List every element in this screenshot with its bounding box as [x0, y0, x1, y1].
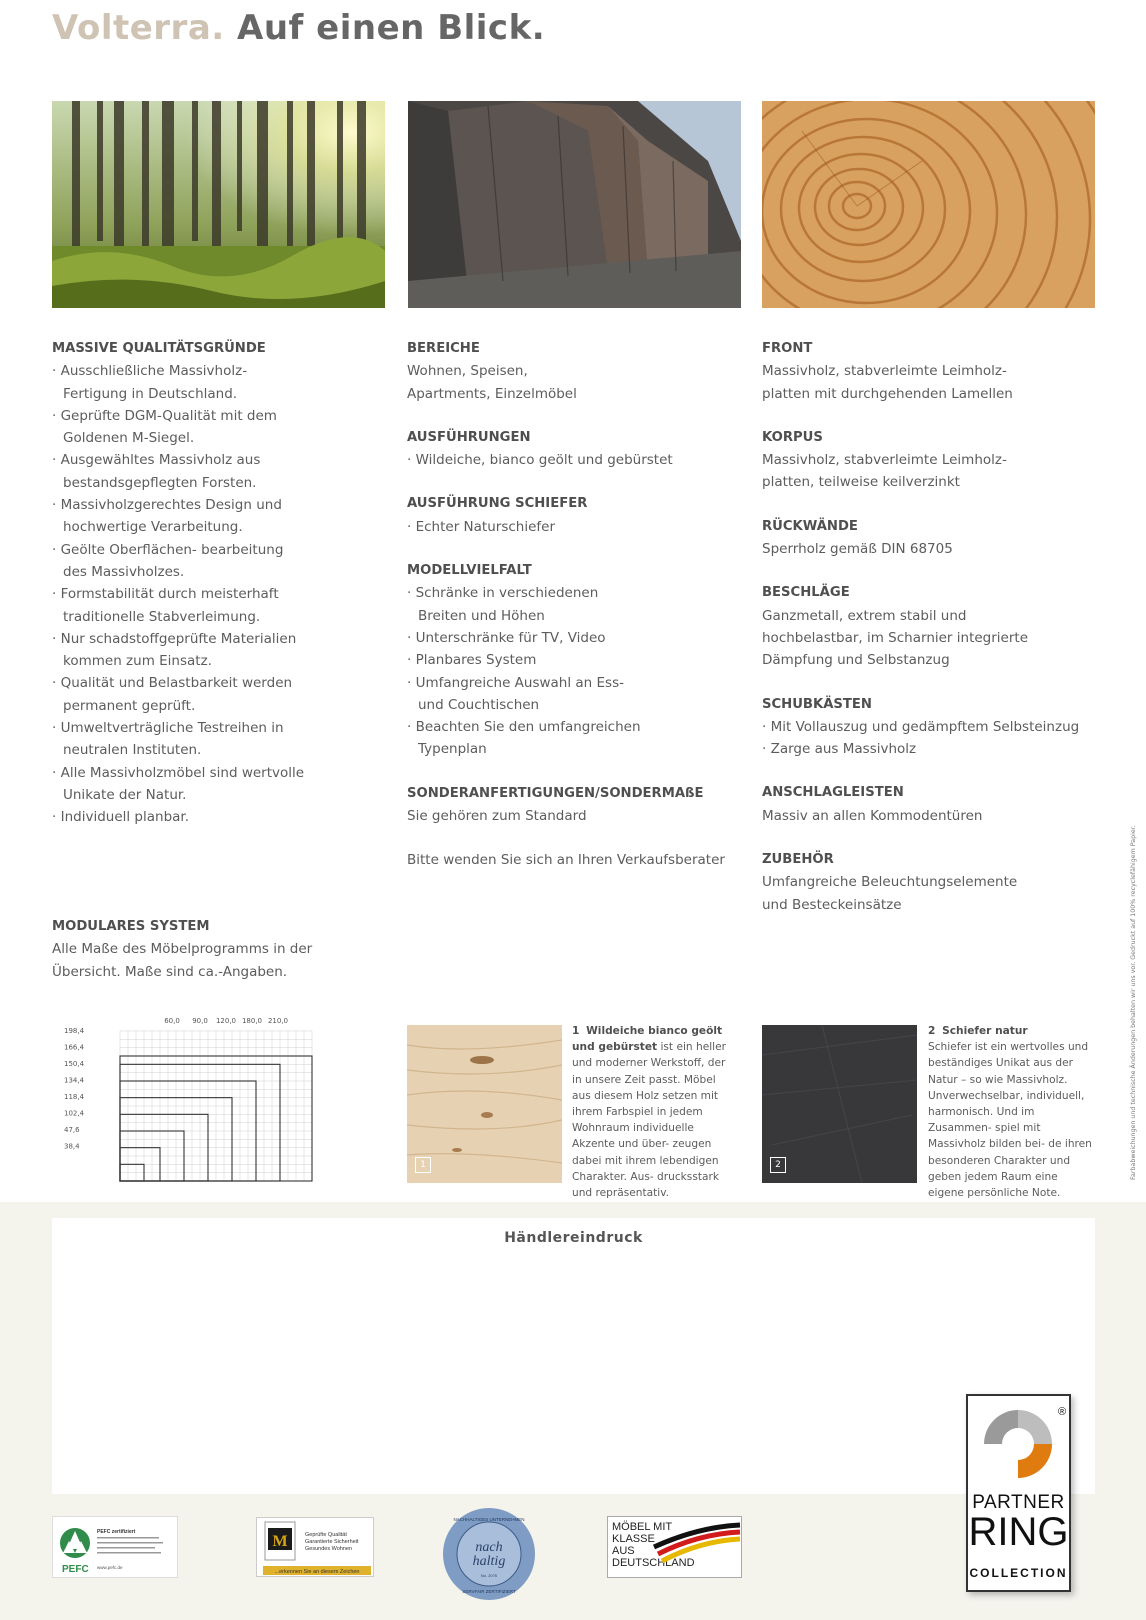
- list-item: · Schränke in verschiedenen Breiten und Höhen: [407, 582, 642, 627]
- list-item: · Geölte Oberflächen- bearbeitung des Massivholzes.: [52, 539, 310, 584]
- ausfuehrungen-heading: AUSFÜHRUNGEN: [407, 429, 531, 445]
- oak-text: ist ein heller und moderner Werkstoff, der in unsere Zeit passt. Möbel aus diesem Holz setzen mit ihrem Farbspiel in jedem Wohnraum individuelle Akzente und über- zeugen dabei mit ihrem lebendigen Charakter. Aus- drucksstark und repräsentativ.: [572, 1041, 726, 1200]
- partner-line1: PARTNER: [972, 1492, 1065, 1513]
- y-tick-label: 118,4: [64, 1093, 85, 1101]
- oak-title: Wildeiche bianco geölt und gebürstet: [572, 1025, 723, 1054]
- seal-top-text: NACHHALTIGES UNTERNEHMEN: [453, 1517, 525, 1522]
- partner-ring-logo: [966, 1394, 1071, 1592]
- list-item: · Zarge aus Massivholz: [762, 738, 1102, 760]
- quality-list: [52, 360, 310, 828]
- registered-mark: ®: [1058, 1406, 1067, 1418]
- nachhaltig-seal-logo: [442, 1507, 536, 1601]
- svg-text:M: M: [272, 1533, 288, 1550]
- pefc-brand: PEFC: [62, 1564, 89, 1575]
- x-tick-label: 120,0: [215, 1017, 237, 1025]
- zubehoer-line: Umfangreiche Beleuchtungselemente: [762, 874, 1018, 891]
- side-legal-note: Farbabweichungen und technische Änderungen behalten wir uns vor. Gedruckt auf 100% recyclefähigem Papier.: [1130, 825, 1137, 1180]
- swatch-number: 2: [770, 1157, 786, 1173]
- rueckwaende-text: Sperrholz gemäß DIN 68705: [762, 541, 953, 558]
- modular-heading: MODULARES SYSTEM: [52, 919, 210, 934]
- wood-rings-photo: [762, 101, 1095, 308]
- front-line: platten mit durchgehenden Lamellen: [762, 385, 1013, 402]
- slate-title: Schiefer natur: [942, 1025, 1028, 1037]
- anschlag-text: Massiv an allen Kommodentüren: [762, 807, 983, 824]
- list-item: · Individuell planbar.: [52, 806, 310, 828]
- y-tick-label: 47,6: [64, 1126, 80, 1134]
- modell-heading: MODELLVIELFALT: [407, 563, 532, 579]
- list-item: · Umfangreiche Auswahl an Ess- und Couchtischen: [407, 672, 642, 717]
- beschlaege-line: hochbelastbar, im Scharnier integrierte: [762, 629, 1029, 646]
- msiegel-item: Gesundes Wohnen: [305, 1546, 352, 1552]
- msiegel-caption: ...erkennen Sie an diesem Zeichen: [274, 1569, 360, 1575]
- list-item: · Qualität und Belastbarkeit werden permanent geprüft.: [52, 672, 310, 717]
- y-tick-label: 198,4: [64, 1027, 85, 1035]
- bereiche-line: Apartments, Einzelmöbel: [407, 385, 577, 402]
- y-tick-label: 134,4: [64, 1076, 85, 1085]
- seal-bottom-text: SERVFAIR ZERTIFIZIERT: [462, 1589, 516, 1594]
- svg-text:nach: nach: [475, 1540, 503, 1555]
- sonder-text: Sie gehören zum Standard: [407, 808, 587, 825]
- moebel-mit-klasse-logo: [607, 1516, 742, 1578]
- pefc-title: PEFC zertifiziert: [97, 1529, 136, 1535]
- msiegel-item: Garantierte Sicherheit: [305, 1539, 359, 1545]
- beschlaege-heading: BESCHLÄGE: [762, 585, 850, 601]
- y-tick-label: 38,4: [64, 1142, 80, 1151]
- swatch-number-label: 1: [572, 1025, 580, 1037]
- title-text: Auf einen Blick.: [237, 8, 546, 48]
- list-item: · Planbares System: [407, 649, 642, 671]
- slate-swatch: [762, 1025, 917, 1183]
- swatch-number: 1: [415, 1157, 431, 1173]
- zubehoer-line: und Besteckeinsätze: [762, 896, 902, 913]
- beschlaege-line: Ganzmetall, extrem stabil und: [762, 607, 967, 624]
- modular-text: Alle Maße des Möbelprogramms in der Übersicht. Maße sind ca.-Angaben.: [52, 941, 313, 980]
- partner-line3: COLLECTION: [969, 1566, 1068, 1580]
- list-item: · Echter Naturschiefer: [407, 516, 747, 538]
- list-item: · Unterschränke für TV, Video: [407, 627, 642, 649]
- oak-description: [572, 1023, 737, 1201]
- y-tick-label: 166,4: [64, 1043, 85, 1052]
- brand-name: Volterra.: [52, 8, 225, 48]
- dealer-imprint-box: [52, 1218, 1095, 1494]
- partner-line2: RING: [968, 1510, 1069, 1554]
- slate-description: [928, 1023, 1093, 1201]
- modular-section: [52, 916, 352, 983]
- moebel-line: KLASSE: [612, 1533, 655, 1545]
- details-section: [407, 338, 747, 872]
- oak-swatch: [407, 1025, 562, 1183]
- rueckwaende-heading: RÜCKWÄNDE: [762, 518, 858, 534]
- list-item: · Ausgewähltes Massivholz aus bestandsgepflegten Forsten.: [52, 449, 310, 494]
- list-item: · Wildeiche, bianco geölt und gebürstet: [407, 449, 747, 471]
- front-heading: FRONT: [762, 341, 813, 356]
- schubkaesten-heading: SCHUBKÄSTEN: [762, 696, 872, 712]
- msiegel-item: Geprüfte Qualität: [305, 1532, 347, 1538]
- seal-number: No. 2076: [480, 1573, 498, 1578]
- schiefer-heading: AUSFÜHRUNG SCHIEFER: [407, 496, 588, 512]
- list-item: · Formstabilität durch meisterhaft traditionelle Stabverleimung.: [52, 583, 310, 628]
- y-tick-label: 102,4: [64, 1109, 85, 1118]
- advisor-note: Bitte wenden Sie sich an Ihren Verkaufsberater: [407, 852, 725, 869]
- beschlaege-line: Dämpfung und Selbstanzug: [762, 652, 950, 669]
- slate-rock-photo: [408, 101, 741, 308]
- moebel-line: MÖBEL MIT: [612, 1521, 673, 1533]
- front-line: Massivholz, stabverleimte Leimholz-: [762, 363, 1007, 380]
- bereiche-heading: BEREICHE: [407, 341, 480, 356]
- construction-section: [762, 338, 1102, 916]
- dealer-label: Händlereindruck: [504, 1230, 643, 1246]
- swatch-number-label: 2: [928, 1025, 936, 1037]
- x-tick-label: 90,0: [192, 1017, 208, 1025]
- x-tick-label: 210,0: [267, 1017, 289, 1025]
- pefc-logo: [52, 1516, 178, 1578]
- list-item: · Mit Vollauszug und gedämpftem Selbsteinzug: [762, 716, 1102, 738]
- slate-text: Schiefer ist ein wertvolles und beständiges Unikat aus der Natur – so wie Massivholz. Unverwechselbar, individuell, harmonisch. Und im Zusammen- spiel mit Massivholz bilden bei- de ihren besonderen Charakter und geben jedem Raum eine eigene persönliche Note.: [928, 1041, 1092, 1200]
- list-item: · Massivholzgerechtes Design und hochwertige Verarbeitung.: [52, 494, 310, 539]
- list-item: · Alle Massivholzmöbel sind wertvolle Unikate der Natur.: [52, 762, 310, 807]
- korpus-line: platten, teilweise keilverzinkt: [762, 474, 960, 491]
- golden-m-seal-logo: [256, 1517, 374, 1577]
- dimension-grid-chart: [52, 1013, 332, 1188]
- korpus-heading: KORPUS: [762, 429, 823, 445]
- korpus-line: Massivholz, stabverleimte Leimholz-: [762, 452, 1007, 469]
- zubehoer-heading: ZUBEHÖR: [762, 852, 834, 868]
- list-item: · Umweltverträgliche Testreihen in neutralen Instituten.: [52, 717, 310, 762]
- bereiche-line: Wohnen, Speisen,: [407, 363, 528, 380]
- x-tick-label: 60,0: [164, 1017, 180, 1025]
- quality-section: [52, 338, 310, 829]
- quality-heading: MASSIVE QUALITÄTSGRÜNDE: [52, 341, 266, 356]
- list-item: · Nur schadstoffgeprüfte Materialien kommen zum Einsatz.: [52, 628, 310, 673]
- pefc-url: www.pefc.de: [97, 1565, 123, 1570]
- sonder-heading: SONDERANFERTIGUNGEN/SONDERMAßE: [407, 785, 704, 801]
- list-item: · Ausschließliche Massivholz-Fertigung in Deutschland.: [52, 360, 310, 405]
- moebel-line: DEUTSCHLAND: [612, 1557, 695, 1569]
- svg-text:haltig: haltig: [472, 1554, 506, 1569]
- forest-photo: [52, 101, 385, 308]
- anschlag-heading: ANSCHLAGLEISTEN: [762, 785, 904, 801]
- page-title: [52, 8, 545, 48]
- y-tick-label: 150,4: [64, 1060, 85, 1068]
- moebel-line: AUS: [612, 1545, 635, 1557]
- x-tick-label: 180,0: [241, 1017, 263, 1025]
- list-item: · Beachten Sie den umfangreichen Typenplan: [407, 716, 642, 761]
- list-item: · Geprüfte DGM-Qualität mit dem Goldenen M-Siegel.: [52, 405, 310, 450]
